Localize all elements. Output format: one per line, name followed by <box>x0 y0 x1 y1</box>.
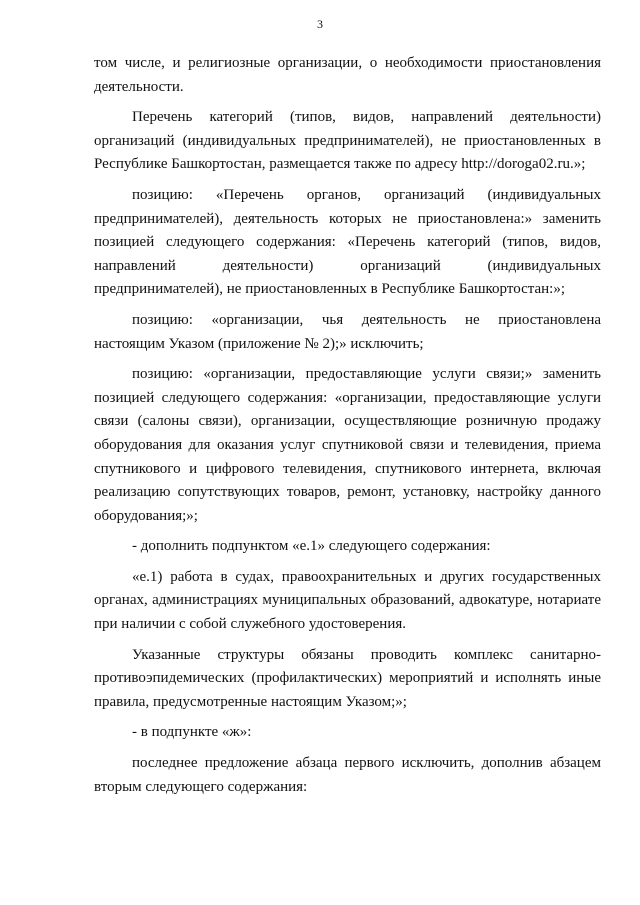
paragraph-5: позицию: «организации, предоставляющие услуги связи;» заменить позицией следующего содержания: «организации, предоставляющие услуги связи (салоны связи), организации, осуществляющие розничную продажу оборудования для оказания услуг спутниковой связи и телевидения, приема спутникового и цифрового телевидения, спутникового интернета, включая реализацию сопутствующих товаров, ремонт, установку, настройку данного оборудования;»; <box>94 366 601 524</box>
paragraph-7: «е.1) работа в судах, правоохранительных и других государственных органах, администрациях муниципальных образований, адвокатуре, нотариате при наличии с собой служебного удостоверения. <box>94 568 601 633</box>
paragraph-10: последнее предложение абзаца первого исключить, дополнив абзацем вторым следующего содержания: <box>94 755 601 795</box>
paragraph-1: том числе, и религиозные организации, о необходимости приостановления деятельности. <box>94 55 601 95</box>
paragraph-2: Перечень категорий (типов, видов, направлений деятельности) организаций (индивидуальных предпринимателей), не приостановленных в Республике Башкортостан, размещается также по адресу http://doroga02.ru.»; <box>94 109 601 173</box>
document-body <box>94 52 601 799</box>
paragraph-8: Указанные структуры обязаны проводить комплекс санитарно-противоэпидемических (профилактических) мероприятий и исполнять иные правила, предусмотренные настоящим Указом;»; <box>94 646 601 710</box>
paragraph-6: - дополнить подпунктом «е.1» следующего содержания: <box>132 538 491 555</box>
paragraph-3: позицию: «Перечень органов, организаций (индивидуальных предпринимателей), деятельность которых не приостановлена:» заменить позицией следующего содержания: «Перечень категорий (типов, видов, направлений деятельности) организаций (индивидуальных предпринимателей), не приостановленных в Республике Башкортостан:»; <box>94 186 601 298</box>
page-number: 3 <box>317 17 323 31</box>
paragraph-9: - в подпункте «ж»: <box>132 724 252 741</box>
paragraph-4: позицию: «организации, чья деятельность не приостановлена настоящим Указом (приложение № 2);» исключить; <box>94 311 601 352</box>
